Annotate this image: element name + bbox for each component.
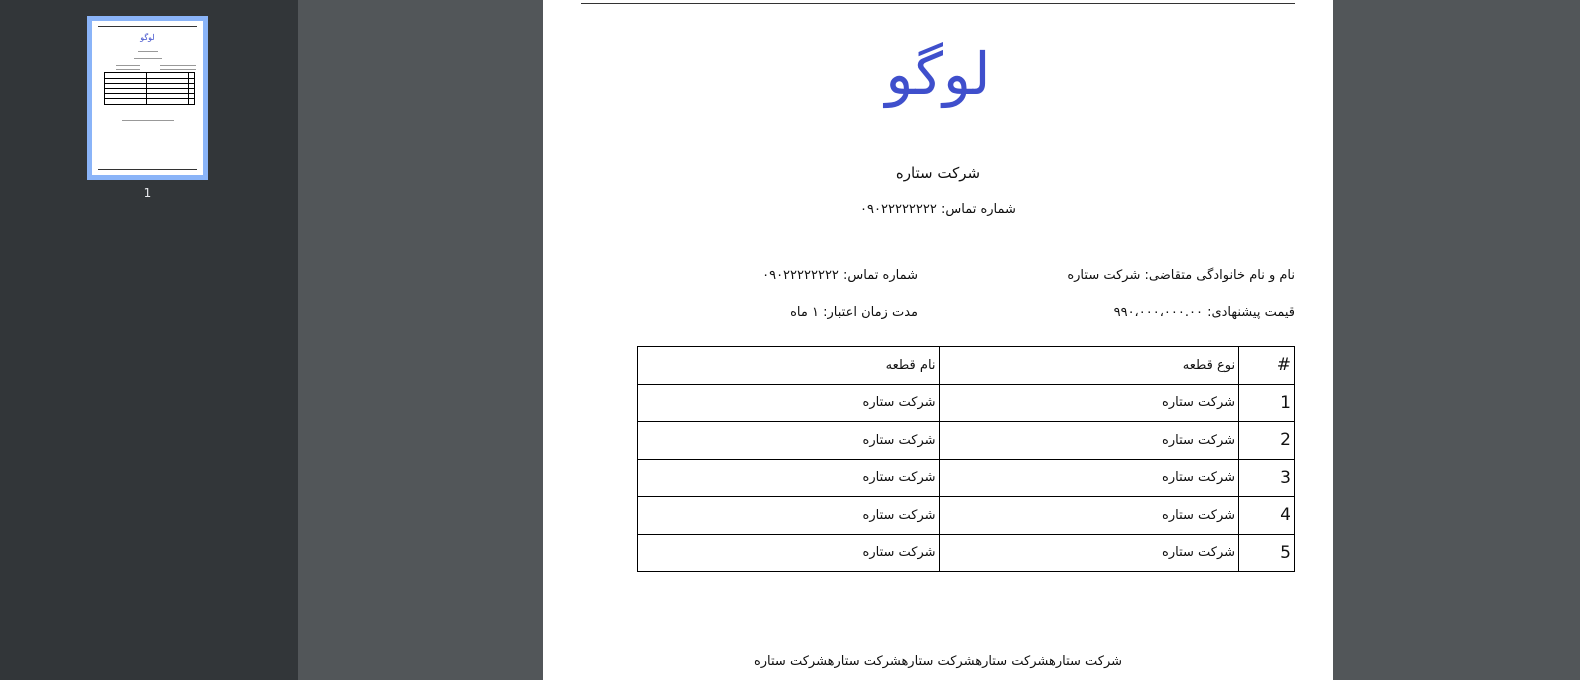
company-name: شرکت ستاره: [895, 164, 981, 182]
row-part-type: شرکت ستاره: [939, 534, 1239, 572]
applicant-name: نام و نام خانوادگی متقاضی: شرکت ستاره: [1067, 268, 1295, 283]
table-row: [638, 497, 1295, 535]
row-part-type: شرکت ستاره: [939, 422, 1239, 460]
parts-table: [637, 346, 1295, 572]
page-number-label: 1: [143, 186, 152, 200]
table-row: [638, 459, 1295, 497]
row-part-name: شرکت ستاره: [638, 422, 940, 460]
row-part-name: شرکت ستاره: [638, 384, 940, 422]
table-row: [638, 384, 1295, 422]
row-number: 2: [1239, 422, 1295, 460]
thumbnail-text-line: [134, 58, 162, 59]
thumbnail-text-line: [160, 69, 196, 70]
thumbnail-text-line: [116, 65, 140, 66]
row-number: 4: [1239, 497, 1295, 535]
page-thumbnail[interactable]: [92, 21, 203, 175]
row-number: 3: [1239, 459, 1295, 497]
offered-price: قیمت پیشنهادی: ۹۹۰،۰۰۰،۰۰۰.۰۰: [1113, 305, 1295, 320]
thumbnail-text-line: [116, 69, 140, 70]
table-row: [638, 534, 1295, 572]
row-part-name: شرکت ستاره: [638, 459, 940, 497]
row-part-name: شرکت ستاره: [638, 497, 940, 535]
thumbnail-text-line: [160, 65, 196, 66]
thumbnail-text-line: [122, 120, 174, 121]
company-contact: شماره تماس: ۰۹۰۲۲۲۲۲۲۲۲: [860, 202, 1016, 217]
thumbnail-text-line: [138, 51, 158, 52]
logo: لوگو: [885, 40, 991, 108]
top-rule: [581, 3, 1295, 4]
header-number: #: [1239, 347, 1295, 385]
row-part-name: شرکت ستاره: [638, 534, 940, 572]
header-part-type: نوع قطعه: [939, 347, 1239, 385]
validity-period: مدت زمان اعتبار: ۱ ماه: [790, 305, 918, 320]
thumbnail-bottom-rule: [98, 169, 197, 170]
thumbnail-top-rule: [98, 26, 197, 27]
row-number: 5: [1239, 534, 1295, 572]
footer-text: شرکت ستارهشرکت ستارهشرکت ستارهشرکت ستارهشرکت ستاره: [753, 654, 1123, 669]
row-part-type: شرکت ستاره: [939, 497, 1239, 535]
row-part-type: شرکت ستاره: [939, 384, 1239, 422]
row-number: 1: [1239, 384, 1295, 422]
page-thumbnail-selected[interactable]: [87, 16, 208, 180]
table-row: [638, 422, 1295, 460]
row-part-type: شرکت ستاره: [939, 459, 1239, 497]
document-page: [543, 0, 1333, 680]
table-header-row: [638, 347, 1295, 385]
thumbnail-logo: لوگو: [140, 33, 155, 42]
header-part-name: نام قطعه: [638, 347, 940, 385]
applicant-phone: شماره تماس: ۰۹۰۲۲۲۲۲۲۲۲: [762, 268, 918, 283]
thumbnail-table: [104, 72, 195, 105]
thumbnail-sidebar: [0, 0, 298, 680]
